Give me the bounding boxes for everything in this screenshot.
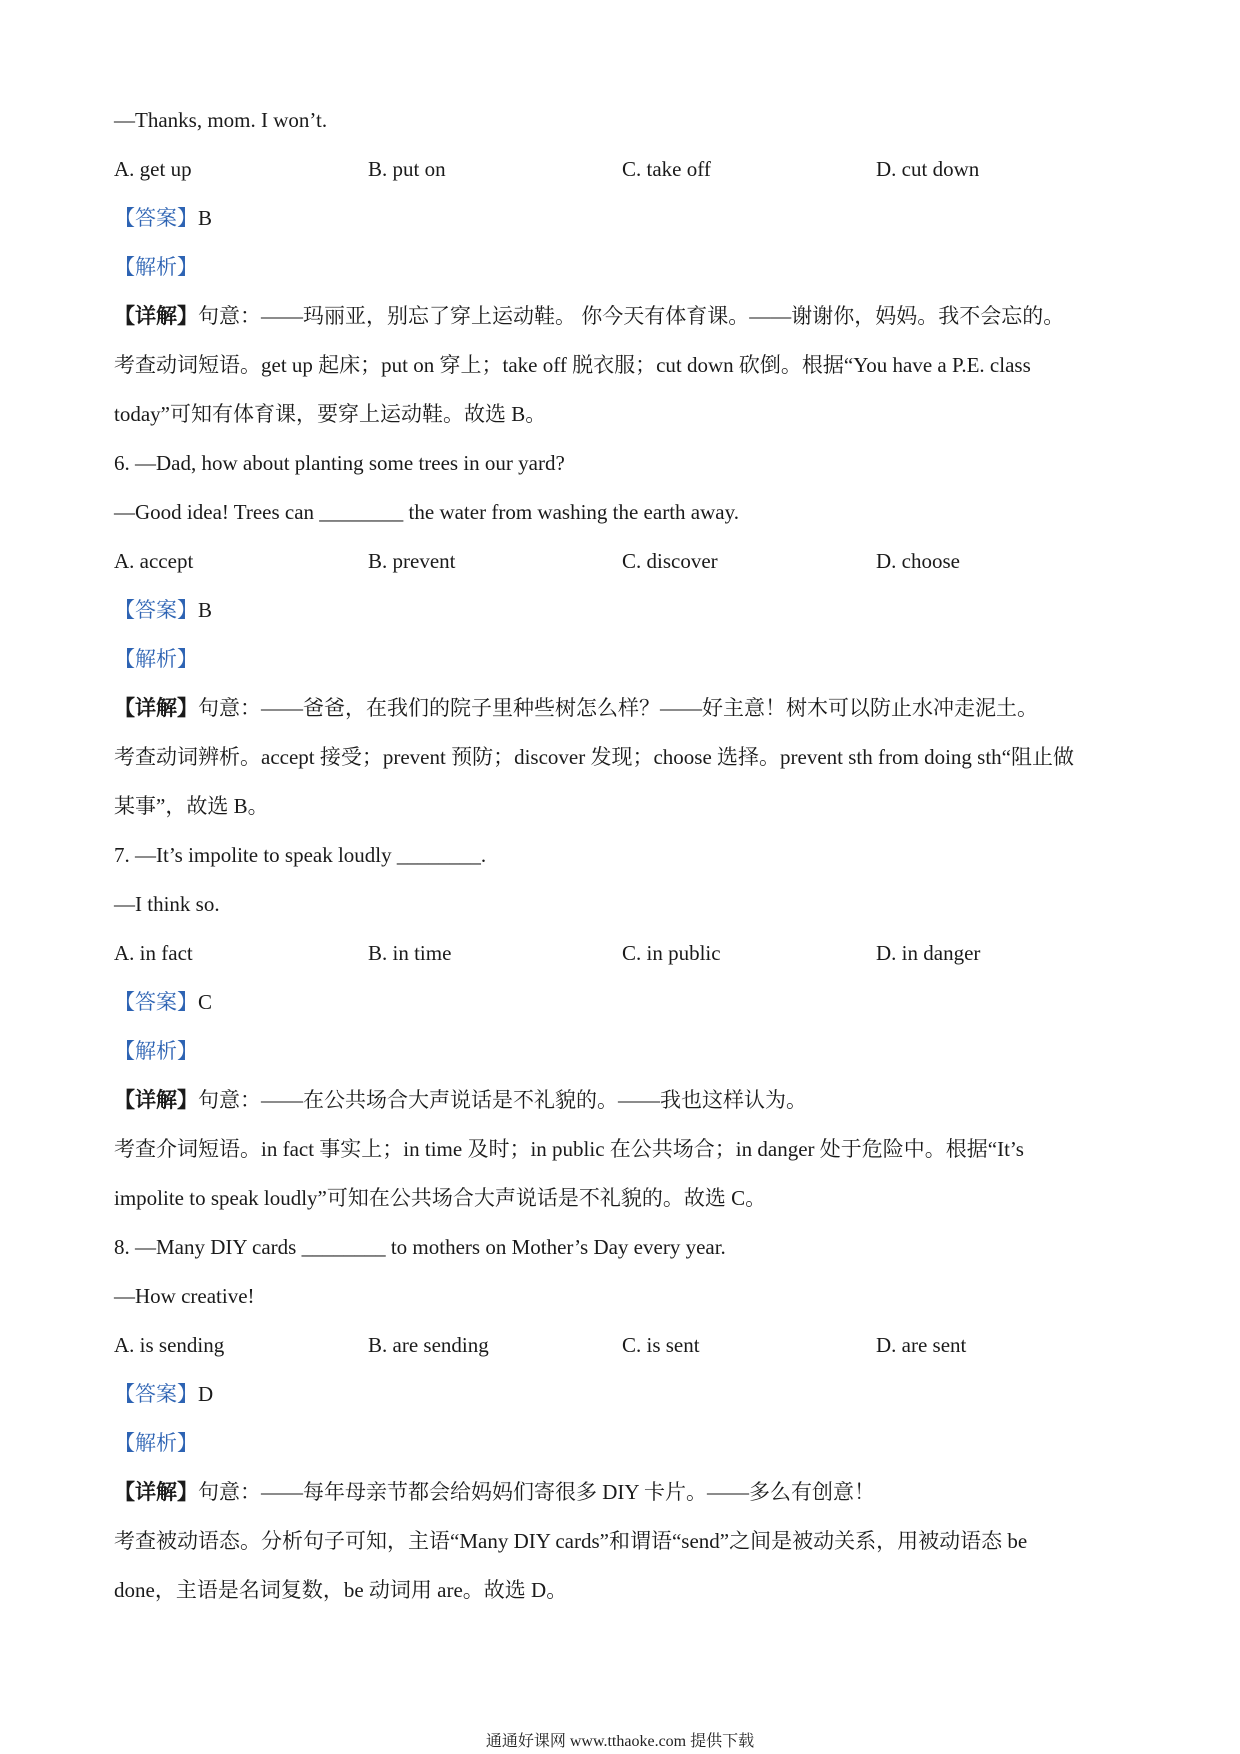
q5-detail-3: today”可知有体育课，要穿上运动鞋。故选 B。 (114, 402, 547, 426)
q6-answer (114, 586, 1134, 635)
answer-tag: 【答案】 (114, 598, 198, 622)
q7-option-b: B. in time (368, 941, 452, 965)
q7-option-a: A. in fact (114, 941, 193, 965)
answer-value: B (198, 598, 213, 622)
detail-text: 句意：——爸爸，在我们的院子里种些树怎么样？——好主意！树木可以防止水冲走泥土。 (198, 696, 1038, 720)
q7-answer (114, 978, 1134, 1027)
q6-dialog-reply: —Good idea! Trees can ________ the water from washing the earth away. (114, 500, 739, 524)
q8-analysis (114, 1419, 1134, 1468)
q6-options (114, 537, 1134, 586)
analysis-tag: 【解析】 (114, 647, 198, 671)
answer-tag: 【答案】 (114, 206, 198, 230)
q8-dialog-reply: —How creative! (114, 1284, 255, 1308)
analysis-tag: 【解析】 (114, 1431, 198, 1455)
q6-option-c: C. discover (622, 549, 718, 573)
q6-detail-3: 某事”，故选 B。 (114, 794, 269, 818)
q5-detail-1 (114, 292, 1134, 341)
q6-option-d: D. choose (876, 549, 960, 573)
analysis-tag: 【解析】 (114, 1039, 198, 1063)
q5-option-d: D. cut down (876, 157, 980, 181)
q7-options (114, 929, 1134, 978)
q6-analysis (114, 635, 1134, 684)
q6-dialog-question: 6. —Dad, how about planting some trees in our yard? (114, 451, 565, 475)
q5-answer (114, 194, 1134, 243)
q8-option-b: B. are sending (368, 1333, 489, 1357)
q8-option-c: C. is sent (622, 1333, 700, 1357)
q7-detail-3: impolite to speak loudly”可知在公共场合大声说话是不礼貌的。故选 C。 (114, 1186, 767, 1210)
analysis-tag: 【解析】 (114, 255, 198, 279)
q7-option-d: D. in danger (876, 941, 981, 965)
q7-dialog-question: 7. —It’s impolite to speak loudly ________. (114, 843, 487, 867)
q8-options (114, 1321, 1134, 1370)
q5-options (114, 145, 1134, 194)
answer-value: D (198, 1382, 214, 1406)
q8-dialog-question: 8. —Many DIY cards ________ to mothers on Mother’s Day every year. (114, 1235, 726, 1259)
answer-tag: 【答案】 (114, 1382, 198, 1406)
detail-text: 句意：——玛丽亚，别忘了穿上运动鞋。 你今天有体育课。——谢谢你，妈妈。我不会忘的。 (198, 304, 1065, 328)
q7-detail-2: 考查介词短语。in fact 事实上；in time 及时；in public 在公共场合；in danger 处于危险中。根据“It’s (114, 1137, 1024, 1161)
q6-option-b: B. prevent (368, 549, 456, 573)
detail-text: 句意：——每年母亲节都会给妈妈们寄很多 DIY 卡片。——多么有创意！ (198, 1480, 876, 1504)
q5-option-c: C. take off (622, 157, 711, 181)
q5-option-a: A. get up (114, 157, 192, 181)
q5-analysis (114, 243, 1134, 292)
page-footer: 通通好课网 www.tthaoke.com 提供下载 (485, 1733, 755, 1750)
q8-detail-2: 考查被动语态。分析句子可知，主语“Many DIY cards”和谓语“send”之间是被动关系，用被动语态 be (114, 1529, 1028, 1553)
answer-value: C (198, 990, 213, 1014)
detail-tag: 【详解】 (114, 1088, 198, 1112)
q7-detail-1 (114, 1076, 1134, 1125)
q8-detail-1 (114, 1468, 1134, 1517)
q6-detail-2: 考查动词辨析。accept 接受；prevent 预防；discover 发现；choose 选择。prevent sth from doing sth“阻止做 (114, 745, 1074, 769)
q6-option-a: A. accept (114, 549, 194, 573)
detail-text: 句意：——在公共场合大声说话是不礼貌的。——我也这样认为。 (198, 1088, 807, 1112)
answer-value: B (198, 206, 213, 230)
q5-detail-2: 考查动词短语。get up 起床；put on 穿上；take off 脱衣服；cut down 砍倒。根据“You have a P.E. class (114, 353, 1031, 377)
answer-tag: 【答案】 (114, 990, 198, 1014)
q5-option-b: B. put on (368, 157, 446, 181)
q7-option-c: C. in public (622, 941, 721, 965)
detail-tag: 【详解】 (114, 1480, 198, 1504)
q8-option-d: D. are sent (876, 1333, 967, 1357)
detail-tag: 【详解】 (114, 696, 198, 720)
q8-option-a: A. is sending (114, 1333, 225, 1357)
q6-detail-1 (114, 684, 1134, 733)
q5-dialog-reply: —Thanks, mom. I won’t. (114, 108, 328, 132)
q7-dialog-reply: —I think so. (114, 892, 220, 916)
document-page (114, 96, 1134, 1615)
detail-tag: 【详解】 (114, 304, 198, 328)
q8-detail-3: done，主语是名词复数，be 动词用 are。故选 D。 (114, 1578, 568, 1602)
q7-analysis (114, 1027, 1134, 1076)
q8-answer (114, 1370, 1134, 1419)
